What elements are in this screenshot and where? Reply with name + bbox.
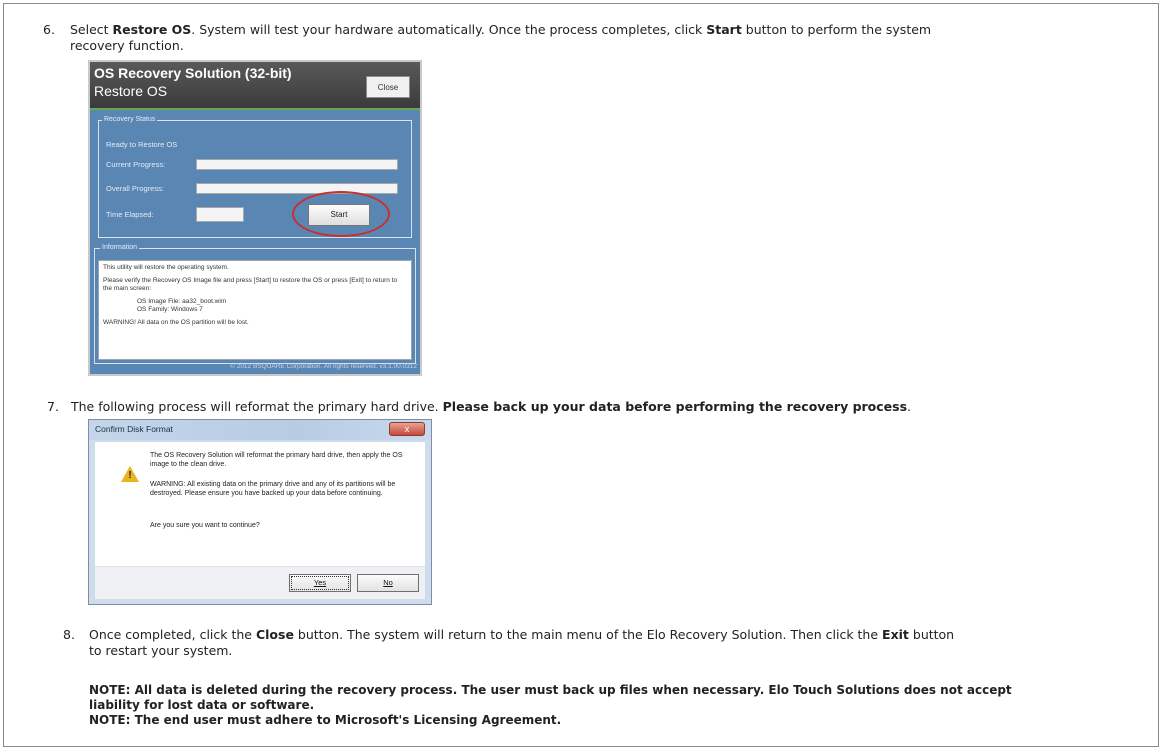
step-6-text-post: button to perform the system	[741, 22, 932, 37]
ready-status-text: Ready to Restore OS	[106, 140, 178, 149]
dialog-message-3: Are you sure you want to continue?	[150, 522, 260, 529]
dialog-titlebar	[89, 420, 431, 440]
step-6-bold-start: Start	[706, 22, 742, 37]
step-7-text-post: .	[907, 399, 912, 414]
step-8-text-mid: button. The system will return to the main menu of the Elo Recovery Solution. Then click the	[293, 627, 883, 642]
no-button[interactable]: No	[357, 574, 419, 592]
step-8-bold-exit: Exit	[882, 627, 909, 642]
information-legend: Information	[102, 244, 138, 251]
dialog-message-2: WARNING: All existing data on the primary drive and any of its partitions will be destroyed. Please ensure you have backed up your data before continuing.	[150, 481, 396, 497]
step-6-line2: recovery function.	[70, 38, 184, 53]
note-1-line-2: liability for lost data or software.	[89, 698, 315, 712]
yes-button[interactable]: Yes	[289, 574, 351, 592]
close-button[interactable]: Close	[366, 76, 410, 98]
step-7-line	[71, 399, 911, 414]
start-button[interactable]: Start	[308, 204, 370, 226]
highlight-circle	[292, 191, 390, 237]
overall-progress-label: Overall Progress:	[106, 184, 164, 193]
dialog-body	[95, 442, 425, 566]
close-icon[interactable]: x	[389, 422, 425, 436]
note-2: NOTE: The end user must adhere to Microsoft's Licensing Agreement.	[89, 713, 562, 727]
step-8	[63, 627, 1143, 642]
information-text-box	[98, 260, 412, 360]
step-8-text-post: button	[908, 627, 955, 642]
info-line-2: Please verify the Recovery OS Image file and press [Start] to restore the OS or press [Exit] to return to the main screen:	[103, 276, 398, 292]
step-6-text-mid: . System will test your hardware automatically. Once the process completes, click	[191, 22, 707, 37]
os-recovery-window	[88, 60, 422, 376]
step-8-line1	[89, 627, 954, 642]
recovery-status-legend: Recovery Status	[104, 116, 156, 123]
note-1-line-1: NOTE: All data is deleted during the recovery process. The user must back up files when necessary. Elo Touch Solutions does not accept	[89, 683, 1012, 697]
dialog-title: Confirm Disk Format	[95, 424, 173, 434]
dialog-message-1: The OS Recovery Solution will reformat the primary hard drive, then apply the OS image to the clean drive.	[150, 452, 403, 468]
os-recovery-subtitle: Restore OS	[94, 83, 168, 99]
info-warning: WARNING! All data on the OS partition will be lost.	[103, 318, 249, 326]
step-7-bold-backup: Please back up your data before performing the recovery process	[442, 399, 908, 414]
info-line-1: This utility will restore the operating system.	[103, 264, 229, 271]
confirm-disk-format-dialog	[88, 419, 432, 605]
copyright-footer: © 2012 BSQUARE Corporation. All rights reserved. v3.1.00.0312	[230, 363, 417, 370]
current-progress-label: Current Progress:	[106, 160, 166, 169]
step-8-line2: to restart your system.	[89, 643, 233, 658]
time-elapsed-label: Time Elapsed:	[106, 210, 154, 219]
step-7	[47, 399, 1147, 414]
step-6-text: Select	[70, 22, 113, 37]
time-elapsed-field	[196, 207, 244, 222]
info-os-family: OS Family: Windows 7	[137, 306, 203, 313]
step-6-bold-restore-os: Restore OS	[112, 22, 192, 37]
step-8-bold-close: Close	[255, 627, 294, 642]
os-recovery-header	[90, 62, 420, 110]
os-recovery-title: OS Recovery Solution (32-bit)	[94, 65, 292, 81]
info-image-file: OS Image File: aa32_boot.wim	[137, 297, 227, 305]
current-progress-bar	[196, 159, 398, 170]
overall-progress-bar	[196, 183, 398, 194]
step-7-number: 7.	[47, 399, 59, 414]
warning-icon-mark: !	[128, 470, 132, 481]
step-7-text: The following process will reformat the primary hard drive.	[71, 399, 443, 414]
step-6-line1	[70, 22, 931, 37]
step-8-number: 8.	[63, 627, 75, 642]
dialog-footer	[95, 566, 425, 599]
step-6	[43, 22, 1143, 37]
step-6-number: 6.	[43, 22, 55, 37]
step-8-text: Once completed, click the	[89, 627, 256, 642]
